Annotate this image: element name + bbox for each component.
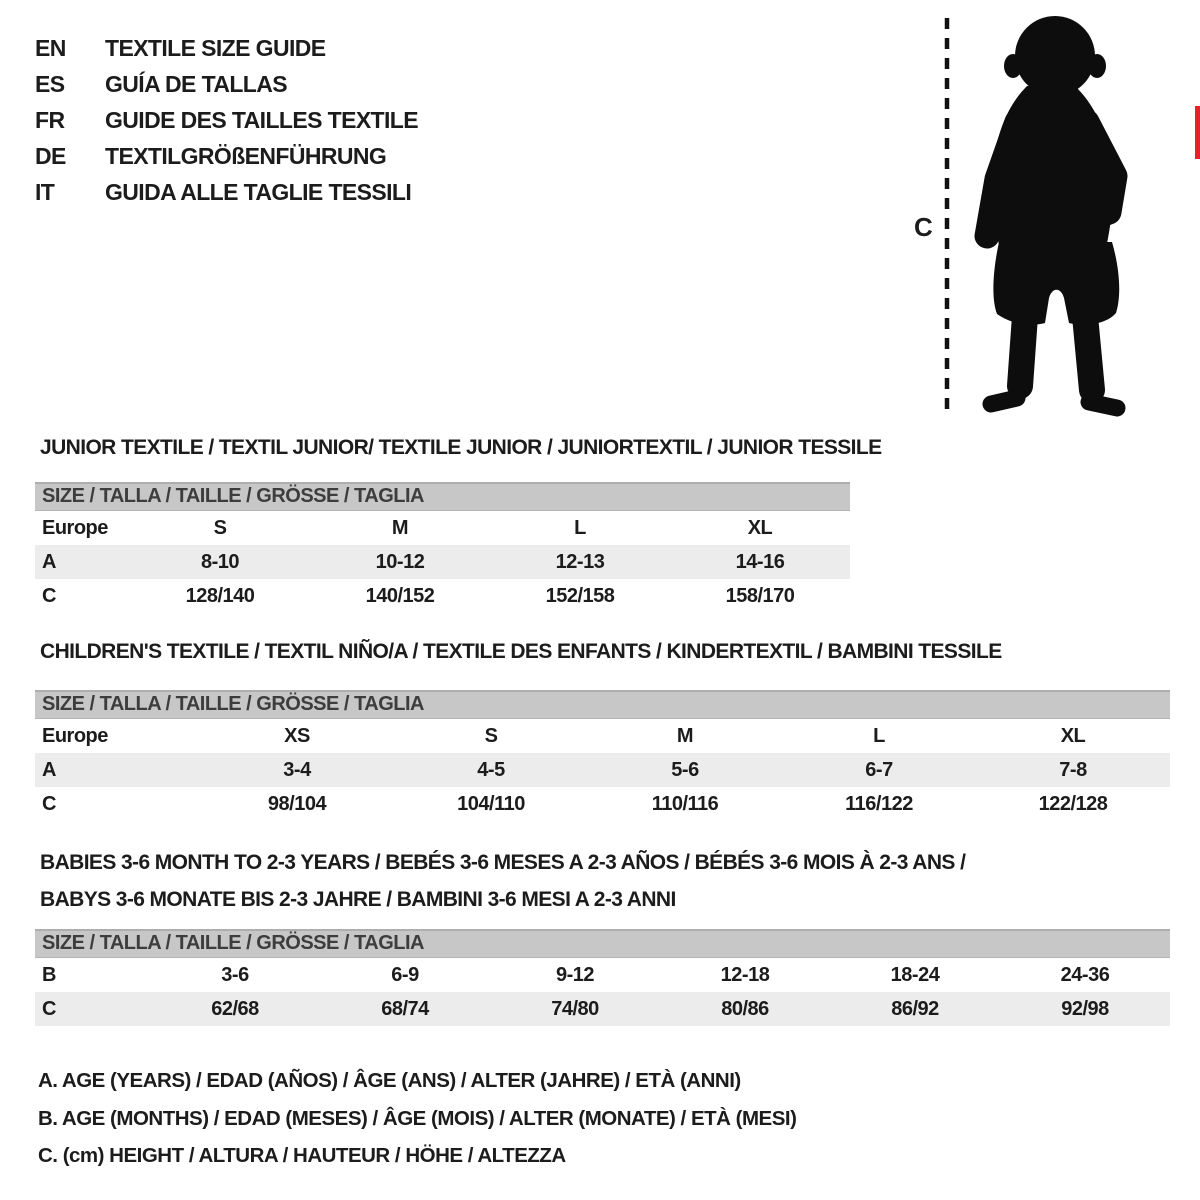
size-cell: XS <box>284 725 310 747</box>
footnote-a: A. AGE (YEARS) / EDAD (AÑOS) / ÂGE (ANS) / ALTER (JAHRE) / ETÀ (ANNI) <box>38 1069 741 1092</box>
size-cell: M <box>676 725 694 747</box>
guide-title-en: TEXTILE SIZE GUIDE <box>105 35 326 61</box>
size-header-bar: SIZE / TALLA / TAILLE / GRÖSSE / TAGLIA <box>35 690 1170 719</box>
age-cell: 24-36 <box>1060 964 1110 986</box>
language-row-de <box>35 138 418 174</box>
row-label: C <box>42 585 56 607</box>
language-title-list <box>35 30 418 210</box>
size-cell: L <box>574 517 586 539</box>
children-size-table <box>35 690 1170 821</box>
language-code: DE <box>35 143 66 169</box>
height-cell: 92/98 <box>1061 998 1109 1020</box>
language-row-fr <box>35 102 418 138</box>
height-cell: 104/110 <box>457 793 525 815</box>
age-cell: 7-8 <box>1059 759 1087 781</box>
table-row-height <box>35 787 1170 821</box>
row-label: A <box>42 759 56 781</box>
height-measure-label: C <box>914 212 933 242</box>
guide-title-fr: GUIDE DES TAILLES TEXTILE <box>105 107 418 133</box>
size-header-bar: SIZE / TALLA / TAILLE / GRÖSSE / TAGLIA <box>35 482 850 511</box>
height-cell: 122/128 <box>1038 793 1108 815</box>
language-code: FR <box>35 107 65 133</box>
language-code: IT <box>35 179 55 205</box>
row-label: Europe <box>42 517 108 539</box>
age-cell: 3-4 <box>283 759 311 781</box>
toddler-silhouette-icon <box>963 14 1143 419</box>
footnote-c: C. (cm) HEIGHT / ALTURA / HAUTEUR / HÖHE / ALTEZZA <box>38 1144 566 1167</box>
row-label: A <box>42 551 56 573</box>
size-cell: XL <box>747 517 773 539</box>
age-cell: 3-6 <box>221 964 249 986</box>
row-label: Europe <box>42 725 108 747</box>
size-cell: M <box>391 517 409 539</box>
age-cell: 18-24 <box>890 964 940 986</box>
row-label: C <box>42 998 56 1020</box>
language-row-es <box>35 66 418 102</box>
table-row-age <box>35 753 1170 787</box>
language-code: EN <box>35 35 66 61</box>
table-row-height <box>35 579 850 613</box>
table-row-europe <box>35 511 850 545</box>
age-cell: 10-12 <box>375 551 425 573</box>
size-cell: S <box>484 725 498 747</box>
red-edge-mark <box>1195 106 1200 159</box>
section-heading-line1: BABIES 3-6 MONTH TO 2-3 YEARS / BEBÉS 3-6 MESES A 2-3 AÑOS / BÉBÉS 3-6 MOIS À 2-3 ANS / <box>40 851 966 874</box>
guide-title-es: GUÍA DE TALLAS <box>105 71 287 97</box>
height-cell: 158/170 <box>725 585 795 607</box>
age-cell: 14-16 <box>735 551 785 573</box>
height-cell: 98/104 <box>267 793 327 815</box>
table-row-age <box>35 545 850 579</box>
table-row-europe <box>35 719 1170 753</box>
guide-title-it: GUIDA ALLE TAGLIE TESSILI <box>105 179 412 205</box>
age-cell: 5-6 <box>671 759 699 781</box>
age-cell: 6-9 <box>391 964 419 986</box>
babies-size-table <box>35 929 1170 1026</box>
footnote-b: B. AGE (MONTHS) / EDAD (MESES) / ÂGE (MOIS) / ALTER (MONATE) / ETÀ (MESI) <box>38 1107 797 1130</box>
section-junior-textile <box>35 436 882 616</box>
section-children-textile <box>35 640 1170 825</box>
language-code: ES <box>35 71 65 97</box>
age-cell: 12-13 <box>555 551 605 573</box>
table-row-age-months <box>35 958 1170 992</box>
height-cell: 110/116 <box>651 793 719 815</box>
section-babies-textile <box>35 851 1170 1031</box>
height-cell: 116/122 <box>845 793 913 815</box>
size-cell: S <box>213 517 227 539</box>
age-cell: 6-7 <box>865 759 893 781</box>
age-cell: 4-5 <box>477 759 505 781</box>
size-cell: L <box>873 725 885 747</box>
age-cell: 12-18 <box>720 964 770 986</box>
guide-title-de: TEXTILGRÖßENFÜHRUNG <box>105 143 387 169</box>
height-cell: 152/158 <box>545 585 615 607</box>
section-heading-line2: BABYS 3-6 MONATE BIS 2-3 JAHRE / BAMBINI 3-6 MESI A 2-3 ANNI <box>40 888 676 911</box>
section-heading: JUNIOR TEXTILE / TEXTIL JUNIOR/ TEXTILE JUNIOR / JUNIORTEXTIL / JUNIOR TESSILE <box>40 436 882 459</box>
age-cell: 8-10 <box>200 551 240 573</box>
height-cell: 128/140 <box>185 585 255 607</box>
row-label: C <box>42 793 56 815</box>
height-cell: 74/80 <box>551 998 599 1020</box>
row-label: B <box>42 964 56 986</box>
dashed-height-line-icon <box>942 14 952 418</box>
table-row-height <box>35 992 1170 1026</box>
height-cell: 68/74 <box>381 998 429 1020</box>
size-cell: XL <box>1060 725 1086 747</box>
section-heading: CHILDREN'S TEXTILE / TEXTIL NIÑO/A / TEXTILE DES ENFANTS / KINDERTEXTIL / BAMBINI TESSILE <box>40 640 1002 663</box>
language-row-en <box>35 30 418 66</box>
height-cell: 62/68 <box>211 998 259 1020</box>
size-header-bar: SIZE / TALLA / TAILLE / GRÖSSE / TAGLIA <box>35 929 1170 958</box>
language-row-it <box>35 174 418 210</box>
height-cell: 86/92 <box>891 998 939 1020</box>
height-cell: 80/86 <box>721 998 769 1020</box>
age-cell: 9-12 <box>555 964 595 986</box>
junior-size-table <box>35 482 850 613</box>
height-cell: 140/152 <box>365 585 435 607</box>
